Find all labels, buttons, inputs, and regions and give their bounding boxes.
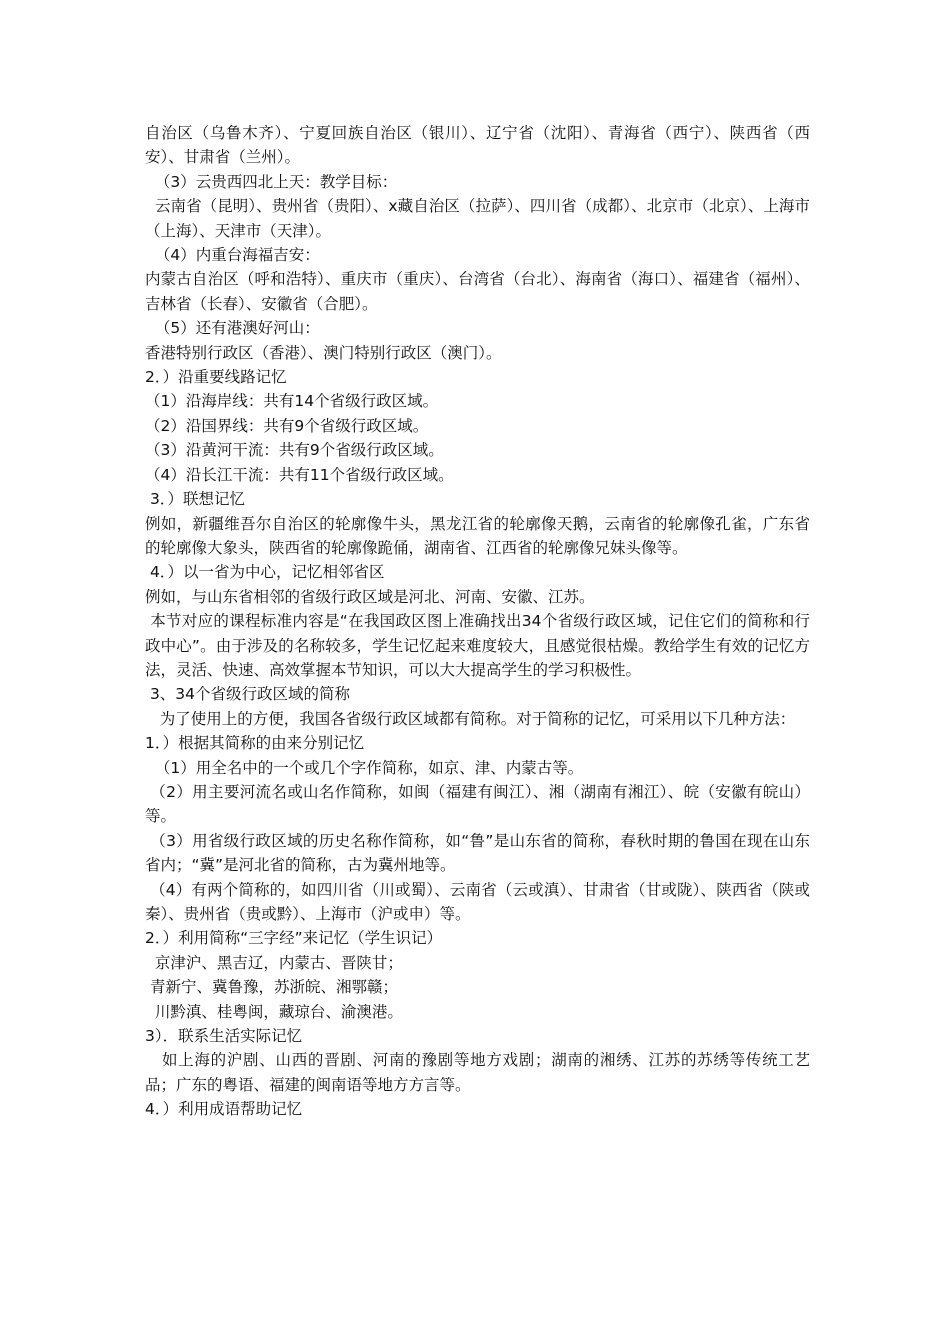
section-heading: 3、34个省级行政区域的简称 bbox=[145, 685, 351, 704]
paragraph: 例如，与山东省相邻的省级行政区域是河北、河南、安徽、江苏。 bbox=[145, 587, 595, 606]
section-heading: 3．）联想记忆 bbox=[145, 490, 246, 509]
paragraph: （2）沿国界线：共有9个省级行政区域。 bbox=[145, 416, 429, 435]
paragraph: （3）沿黄河干流：共有9个省级行政区域。 bbox=[145, 441, 444, 460]
section-heading: 4．）利用成语帮助记忆 bbox=[145, 1100, 303, 1119]
paragraph: 川黔滇、桂粤闽，藏琼台、渝澳港。 bbox=[145, 1002, 403, 1021]
paragraph: （1）沿海岸线：共有14个省级行政区域。 bbox=[145, 392, 439, 411]
section-heading: 3）．联系生活实际记忆 bbox=[145, 1027, 303, 1046]
paragraph: 如上海的沪剧、山西的晋剧、河南的豫剧等地方戏剧；湖南的湘绣、江苏的苏绣等传统工艺品；广东的粤语、福建的闽南语等地方方言等。 bbox=[145, 1051, 811, 1094]
section-heading: 2．）利用简称“三字经”来记忆（学生识记） bbox=[145, 929, 443, 948]
paragraph: （4）有两个简称的，如四川省（川或蜀）、云南省（云或滇）、甘肃省（甘或陇）、陕西省（陕或秦）、贵州省（贵或黔）、上海市（沪或申）等。 bbox=[145, 880, 810, 923]
paragraph: 云南省（昆明）、贵州省（贵阳）、x藏自治区（拉萨）、四川省（成都）、北京市（北京）、上海市（上海）、天津市（天津）。 bbox=[145, 197, 810, 240]
paragraph: 为了使用上的方便，我国各省级行政区域都有简称。对于简称的记忆，可采用以下几种方法： bbox=[145, 709, 796, 728]
paragraph: （5）还有港澳好河山： bbox=[145, 319, 320, 338]
paragraph: （4）沿长江干流：共有11个省级行政区域。 bbox=[145, 465, 454, 484]
section-heading: 1．）根据其简称的由来分别记忆 bbox=[145, 734, 365, 753]
section-heading: 2．）沿重要线路记忆 bbox=[145, 368, 287, 387]
paragraph: 青新宁、冀鲁豫，苏浙皖、湘鄂赣； bbox=[145, 978, 398, 997]
paragraph: 京津沪、黑吉辽，内蒙古、晋陕甘； bbox=[145, 953, 403, 972]
paragraph: （1）用全名中的一个或几个字作简称，如京、津、内蒙古等。 bbox=[145, 758, 584, 777]
paragraph: 自治区（乌鲁木齐）、宁夏回族自治区（银川）、辽宁省（沈阳）、青海省（西宁）、陕西省（西安）、甘肃省（兰州）。 bbox=[145, 124, 810, 167]
paragraph: 例如，新疆维吾尔自治区的轮廓像牛头，黑龙江省的轮廓像天鹅，云南省的轮廓像孔雀，广东省的轮廓像大象头，陕西省的轮廓像跪俑，湖南省、江西省的轮廓像兄妹头像等。 bbox=[145, 514, 810, 557]
paragraph: 香港特别行政区（香港）、澳门特别行政区（澳门）。 bbox=[145, 343, 502, 362]
paragraph: （3）用省级行政区域的历史名称作简称，如“鲁”是山东省的简称，春秋时期的鲁国在现在山东省内；“冀”是河北省的简称，古为冀州地等。 bbox=[145, 831, 810, 875]
paragraph: （2）用主要河流名或山名作简称，如闽（福建有闽江）、湘（湖南有湘江）、皖（安徽有皖山）等。 bbox=[145, 782, 810, 826]
paragraph: 本节对应的课程标准内容是“在我国政区图上准确找出34个省级行政区域，记住它们的简称和行政中心”。由于涉及的名称较多，学生记忆起来难度较大，且感觉很枯燥。教给学生有效的记忆方法，灵活、快速、高效掌握本节知识，可以大大提高学生的学习积极性。 bbox=[145, 612, 810, 679]
paragraph: 内蒙古自治区（呼和浩特）、重庆市（重庆）、台湾省（台北）、海南省（海口）、福建省（福州）、吉林省（长春）、安徽省（合肥）。 bbox=[145, 270, 810, 313]
paragraph: （3）云贵西四北上天：教学目标： bbox=[145, 172, 398, 191]
paragraph: （4）内重台海福吉安： bbox=[145, 246, 320, 265]
document-body bbox=[145, 121, 810, 1122]
section-heading: 4．）以一省为中心，记忆相邻省区 bbox=[145, 563, 385, 582]
